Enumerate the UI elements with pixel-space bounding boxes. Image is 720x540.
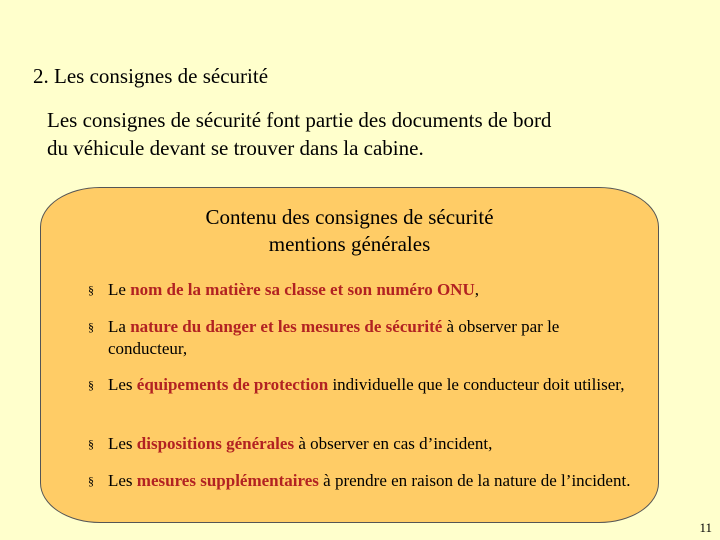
- box-title-line-2: mentions générales: [268, 232, 431, 256]
- intro-paragraph: [47, 106, 667, 162]
- box-title: [41, 204, 658, 258]
- bullet-icon: §: [88, 283, 94, 297]
- list-item: [88, 374, 638, 396]
- item-suffix: individuelle que le conducteur doit utiliser,: [328, 375, 625, 394]
- item-suffix: ,: [474, 280, 479, 299]
- item-suffix: à observer par le conducteur,: [108, 317, 560, 358]
- bullet-icon: §: [88, 474, 94, 488]
- item-suffix: à observer en cas d’incident,: [294, 434, 493, 453]
- list-item: [88, 470, 638, 492]
- item-prefix: Le: [108, 280, 131, 299]
- item-highlight: équipements de protection: [136, 375, 329, 394]
- item-highlight: dispositions générales: [136, 434, 295, 453]
- list-item: [88, 279, 638, 301]
- item-highlight: nature du danger et les mesures de sécurité: [130, 317, 443, 336]
- intro-line-2: du véhicule devant se trouver dans la cabine.: [47, 136, 424, 160]
- item-highlight: nom de la matière sa classe et son numéro ONU: [130, 280, 475, 299]
- item-suffix: à prendre en raison de la nature de l’incident.: [318, 471, 631, 490]
- item-prefix: La: [108, 317, 131, 336]
- item-highlight: mesures supplémentaires: [136, 471, 319, 490]
- content-box: [40, 187, 659, 523]
- list-item: [88, 433, 638, 455]
- section-heading: 2. Les consignes de sécurité: [33, 64, 269, 88]
- box-title-line-1: Contenu des consignes de sécurité: [205, 205, 494, 229]
- item-prefix: Les: [108, 375, 137, 394]
- item-prefix: Les: [108, 434, 137, 453]
- list-item: [88, 316, 638, 360]
- bullet-icon: §: [88, 320, 94, 334]
- page-number: 11: [699, 520, 712, 535]
- item-prefix: Les: [108, 471, 137, 490]
- bullet-icon: §: [88, 437, 94, 451]
- intro-line-1: Les consignes de sécurité font partie des documents de bord: [47, 108, 552, 132]
- bullet-icon: §: [88, 378, 94, 392]
